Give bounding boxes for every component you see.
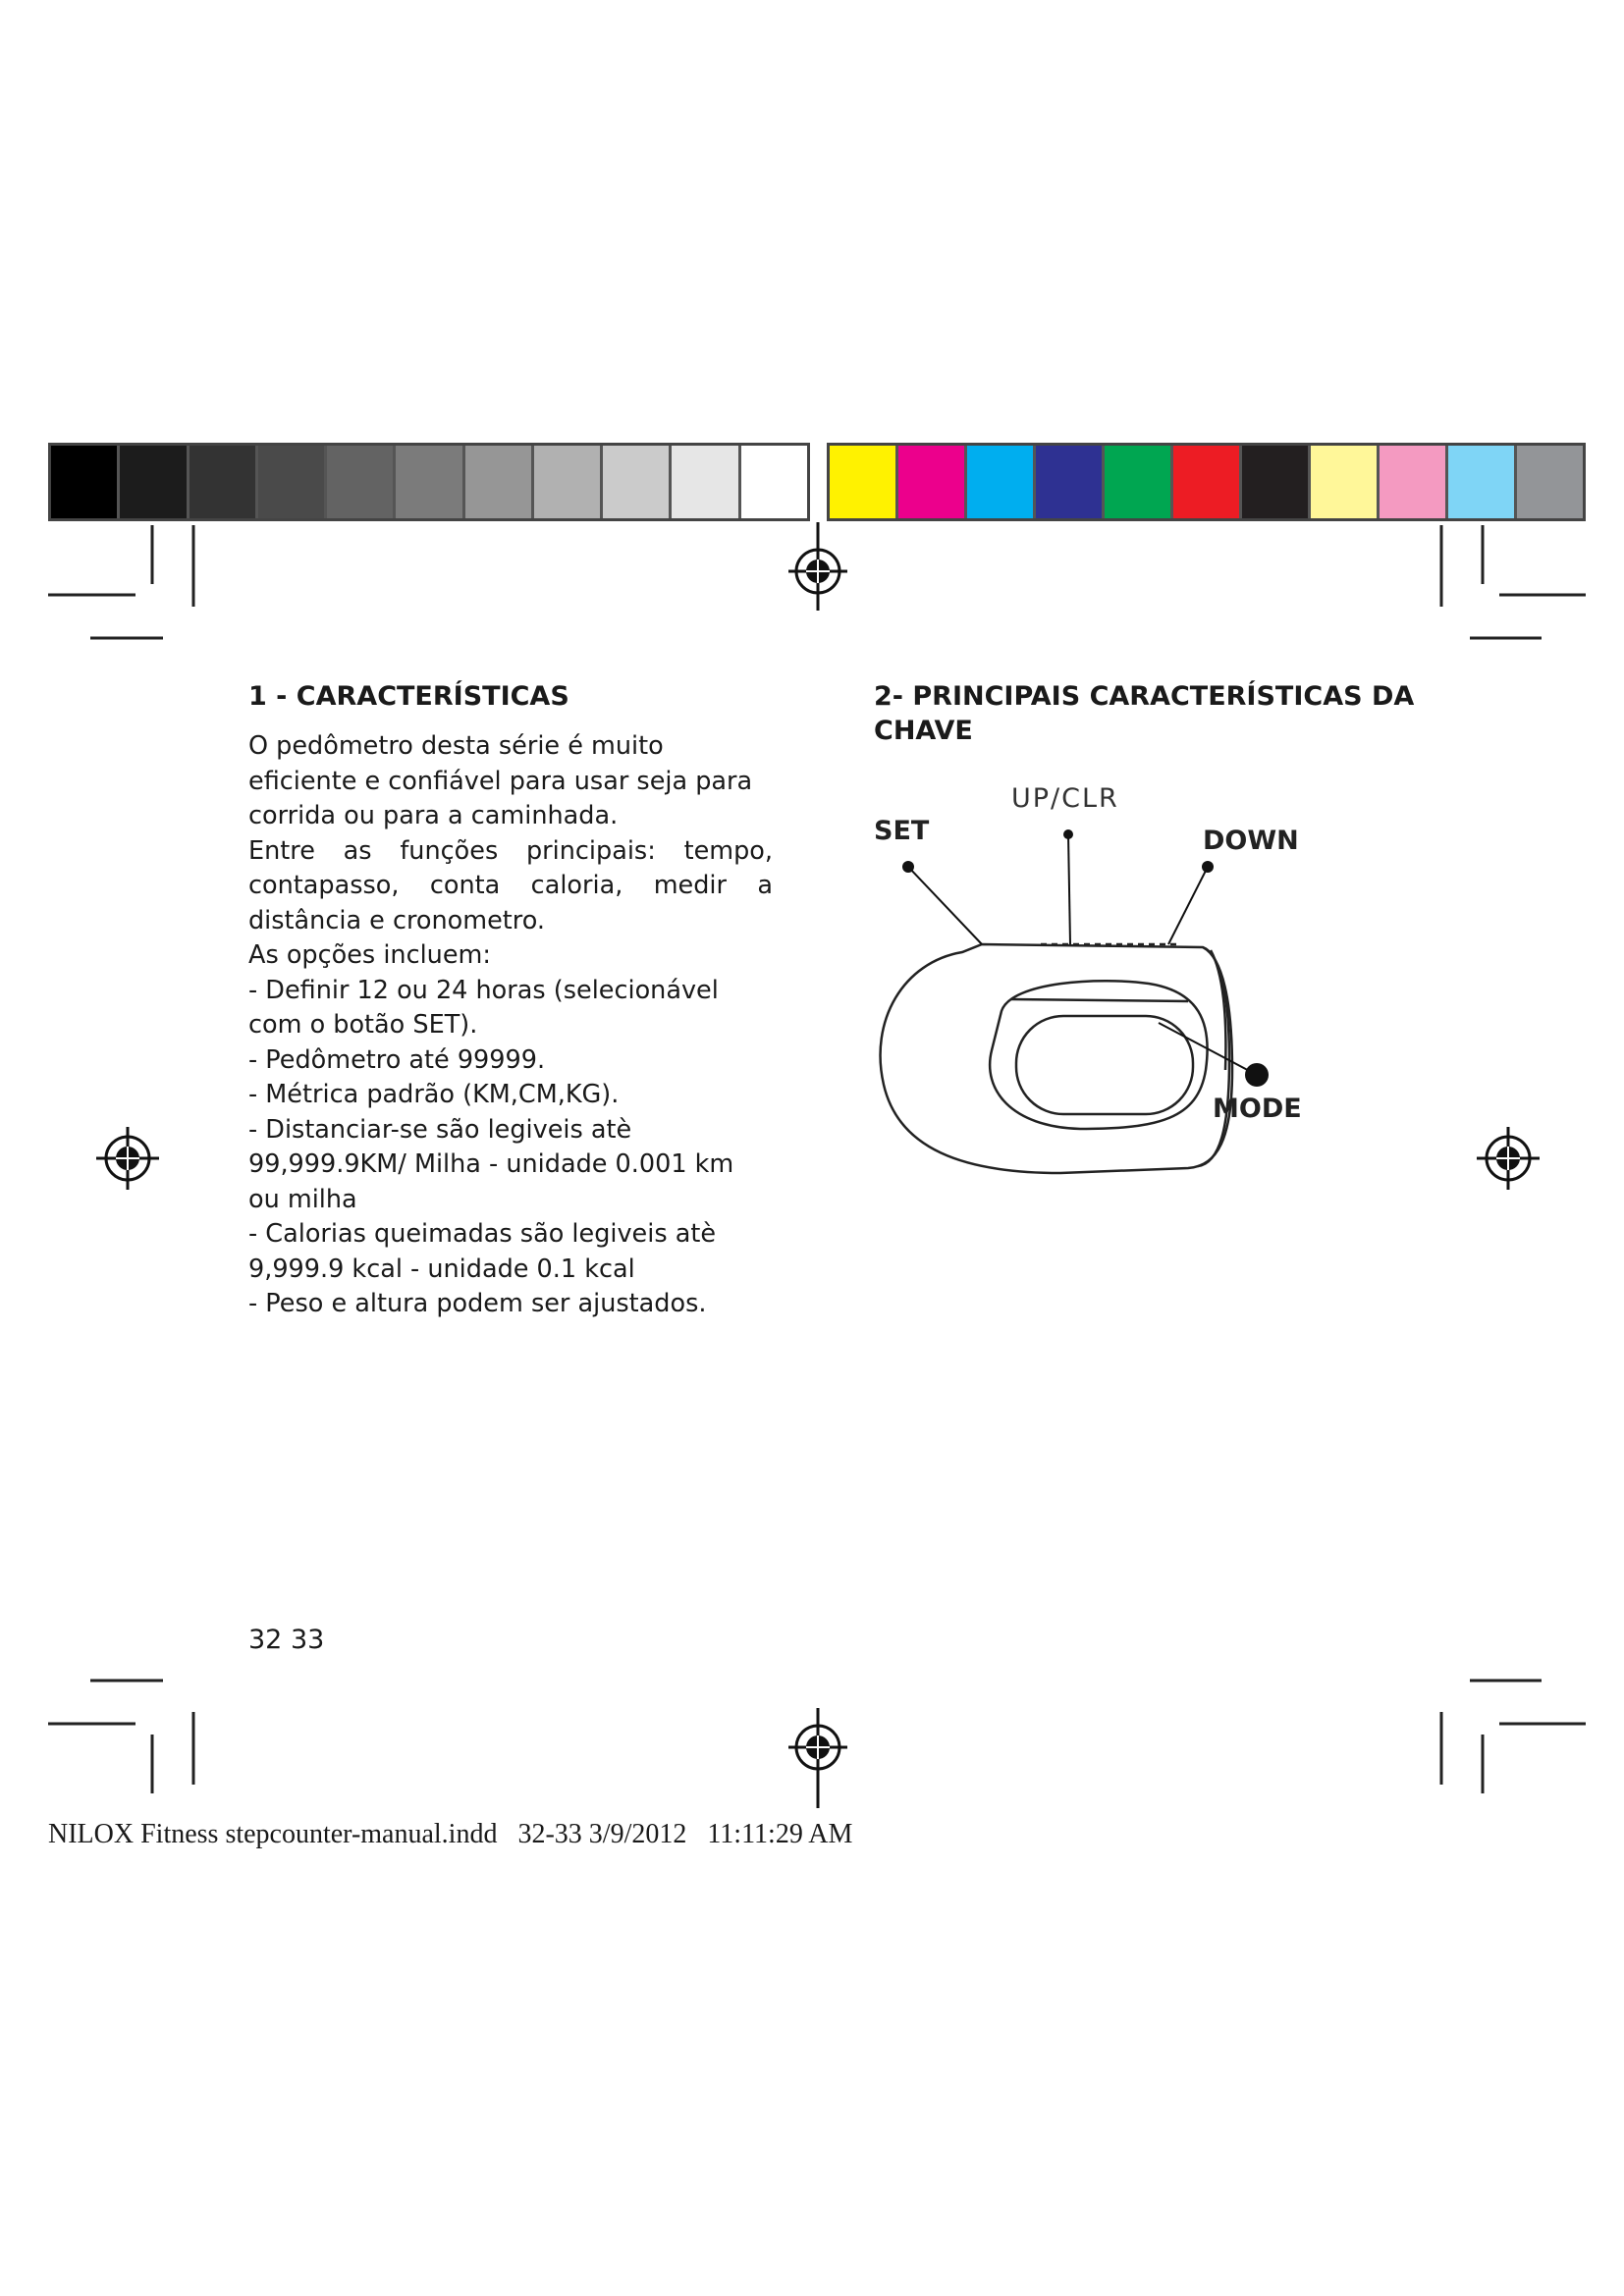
display-screen [1016,1016,1193,1114]
option-item: - Peso e altura podem ser ajustados. [248,1289,707,1318]
option-item: - Distanciar-se são legiveis atè 99,999.9KM/ Milha - unidade 0.001 km ou milha [248,1114,734,1214]
page-numbers: 32 33 [248,1625,325,1655]
mode-callout-line [1159,1023,1257,1075]
up-clr-label: UP/CLR [1011,783,1119,814]
functions-paragraph: Entre as funções principais: tempo, contapasso, conta caloria, medir a distância e cronometro. [248,835,773,935]
device-outline [881,944,1232,1173]
mode-dot [1245,1063,1269,1087]
registration-mark-left [96,1127,159,1190]
registration-mark-top [788,522,847,611]
set-label: SET [874,816,930,846]
section-1-heading: 1 - CARACTERÍSTICAS [248,681,569,712]
registration-mark-right [1477,1127,1540,1190]
section-features [248,679,773,1322]
option-item: - Pedômetro até 99999. [248,1044,546,1075]
bezel-line [1011,999,1188,1001]
registration-mark-bottom [788,1708,847,1808]
option-item: - Definir 12 ou 24 horas (selecionável com o botão SET). [248,975,719,1040]
down-label: DOWN [1203,826,1299,856]
display-bezel [990,981,1207,1129]
option-item: - Calorias queimadas são legiveis atè 9,999.9 kcal - unidade 0.1 kcal [248,1219,717,1284]
intro-paragraph: O pedômetro desta série é muito eficiente e confiável para usar seja para corrida ou para a caminhada. [248,731,753,830]
section-key-features [874,679,1424,764]
set-callout-line [908,867,982,944]
pedometer-diagram [864,775,1316,1198]
option-item: - Métrica padrão (KM,CM,KG). [248,1080,620,1109]
section-1-body [248,729,773,1322]
set-dot [902,861,914,873]
options-intro: As opções incluem: [248,940,491,970]
down-callout-line [1168,867,1208,944]
print-slug: NILOX Fitness stepcounter-manual.indd 32-33 3/9/2012 11:11:29 AM [48,1819,853,1849]
up-clr-dot [1063,829,1073,839]
up-clr-callout-line [1068,834,1070,944]
section-2-heading: 2- PRINCIPAIS CARACTERÍSTICAS DA CHAVE [874,681,1415,746]
mode-label: MODE [1213,1094,1302,1124]
down-dot [1202,861,1214,873]
